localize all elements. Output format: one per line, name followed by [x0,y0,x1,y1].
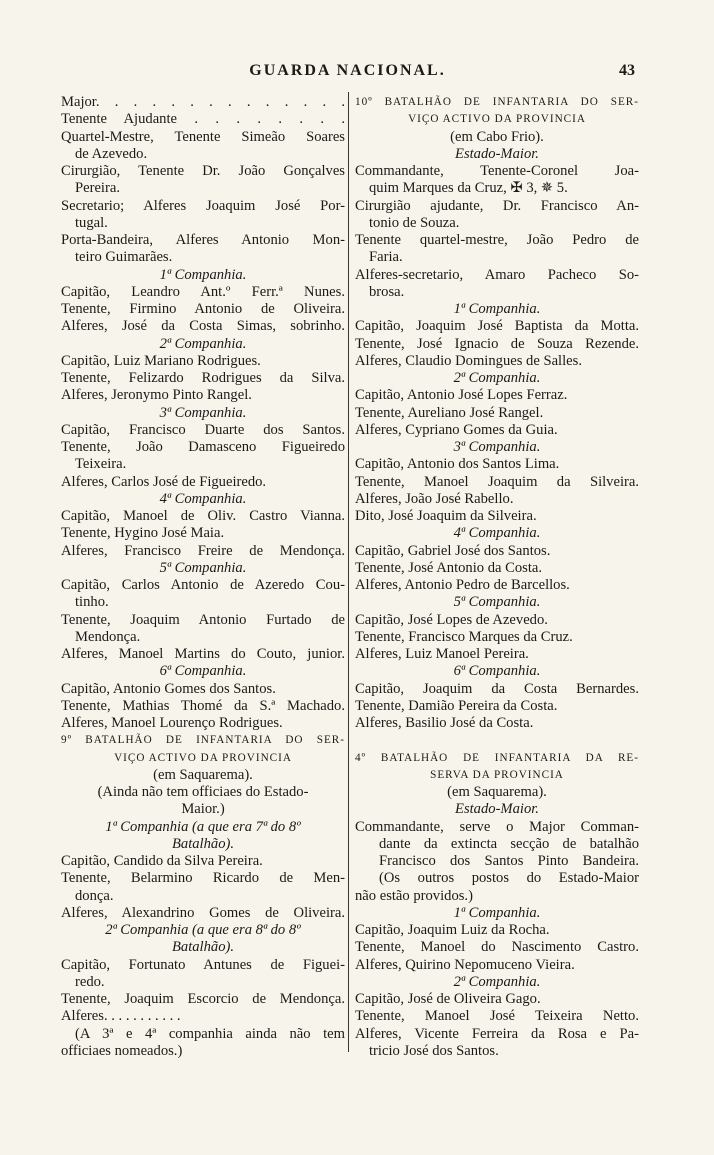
left-column-line: Cirurgião, Tenente Dr. João Gonçalves [61,163,345,179]
left-column-line: Tenente, Belarmino Ricardo de Men- [61,870,345,887]
right-column-line: 6ª Companhia. [453,663,541,680]
left-column-line: Alferes, Manoel Martins do Couto, junior. [61,646,345,662]
right-column-line: Tenente, Damião Pereira da Costa. [355,697,558,714]
right-column-line: Tenente, Aureliano José Rangel. [355,404,544,421]
running-title: GUARDA NACIONAL. [249,62,446,79]
right-column-line: Tenente, Manoel do Nascimento Castro. [355,939,639,956]
right-column-line: Tenente, José Antonio da Costa. [355,559,543,576]
left-column-line: redo. [75,973,105,990]
right-column-line: Capitão, Antonio José Lopes Ferraz. [355,387,568,404]
right-column-line: dante da extincta secção de batalhão [379,835,639,852]
left-column-line: (Ainda não tem officiaes do Estado- [97,784,309,800]
left-column-line: Alferes, Manoel Lourenço Rodrigues. [61,715,283,731]
right-column-line: Alferes, Claudio Domingues de Salles. [355,352,582,369]
right-column-line: 2ª Companhia. [453,370,541,386]
left-column-line: Alferes, Carlos José de Figueiredo. [61,473,267,490]
right-column-line: Estado-Maior. [455,801,539,818]
right-column-line: Capitão, José Lopes de Azevedo. [355,611,548,628]
right-column-line: Alferes, Cypriano Gomes da Guia. [355,421,558,438]
left-column-line: Quartel-Mestre, Tenente Simeão Soares [61,128,345,145]
right-column-line: Tenente, Francisco Marques da Cruz. [355,628,573,645]
right-column-line: Alferes, Luiz Manoel Pereira. [355,646,529,662]
right-column-line: Commandante, serve o Major Comman- [355,818,639,835]
left-column-line: de Azevedo. [75,145,148,162]
right-column-line: Commandante, Tenente-Coronel Joa- [355,163,639,179]
left-column-line: Batalhão). [171,939,235,956]
left-column-line: 1ª Companhia (a que era 7ª do 8º [105,818,301,835]
right-column-line: Tenente, José Ignacio de Souza Rezende. [355,335,639,352]
left-column-line: Tenente, Felizardo Rodrigues da Silva. [61,370,345,386]
right-column-line: 4ª Companhia. [453,525,541,542]
right-column-line: Francisco dos Santos Pinto Bandeira. [379,853,639,869]
right-column-line: 5ª Companhia. [453,594,541,611]
right-column-line: 2ª Companhia. [453,973,541,990]
left-column-line: Alferes, José da Costa Simas, sobrinho. [61,318,345,335]
left-column-line: Pereira. [75,180,120,197]
right-column-line: Tenente, Manoel José Teixeira Netto. [355,1008,639,1025]
left-column-line: 6ª Companhia. [159,663,247,680]
left-column-line: Capitão, Manoel de Oliv. Castro Vianna. [61,508,345,524]
right-column-line: Alferes, Quirino Nepomuceno Vieira. [355,956,575,973]
left-column-line: (A 3ª e 4ª companhia ainda não tem [75,1025,345,1042]
right-column-line: Capitão, Joaquim Luiz da Rocha. [355,922,550,938]
right-column-line: Tenente, Manoel Joaquim da Silveira. [355,473,639,490]
left-column-line: Capitão, Francisco Duarte dos Santos. [61,421,345,438]
right-column-line: 3ª Companhia. [453,439,541,455]
right-column-line: Capitão, Gabriel José dos Santos. [355,542,551,559]
right-column-line: Capitão, Joaquim José Baptista da Motta. [355,318,639,335]
right-column-line: Estado-Maior. [455,145,539,162]
left-column-line: Capitão, Candido da Silva Pereira. [61,853,263,869]
left-column-line: Alferes, Jeronymo Pinto Rangel. [61,387,252,404]
right-column-line: tonio de Souza. [369,214,460,231]
left-column-line: Mendonça. [75,628,141,645]
right-column-line [355,732,639,749]
right-column-line: quim Marques da Cruz, ✠ 3, ✵ 5. [369,180,568,197]
right-column-line: (Os outros postos do Estado-Maior [379,870,639,887]
right-column-line: Alferes-secretario, Amaro Pacheco So- [355,266,639,283]
left-column-line: Capitão, Fortunato Antunes de Figuei- [61,956,345,973]
right-column-line: SERVA DA PROVINCIA [430,768,564,781]
left-column-line: officiaes nomeados.) [61,1042,183,1059]
right-column-line: Alferes, João José Rabello. [355,490,514,507]
left-column-line: 2ª Companhia. [159,335,247,352]
right-column-line: Capitão, Antonio dos Santos Lima. [355,456,560,473]
left-column-line: 1ª Companhia. [159,266,247,283]
right-column-line: Alferes, Basilio José da Costa. [355,715,534,731]
right-column-line: 1ª Companhia. [453,904,541,921]
left-column-line: Capitão, Antonio Gomes dos Santos. [61,680,276,697]
right-column-line: Cirurgião ajudante, Dr. Francisco An- [355,197,639,214]
left-column-line: Alferes. . . . . . . . . . . [61,1008,181,1025]
right-column-line: tricio José dos Santos. [369,1042,499,1059]
right-column-line: Capitão, Joaquim da Costa Bernardes. [355,680,639,697]
right-column-line: (em Saquarema). [447,784,547,800]
left-column-line: Alferes, Francisco Freire de Mendonça. [61,542,345,559]
left-column-line: Alferes, Alexandrino Gomes de Oliveira. [61,904,345,921]
left-column-line: Tenente, João Damasceno Figueiredo [61,439,345,455]
page-header [60,62,635,84]
left-column-line: Tenente, Mathias Thomé da S.ª Machado. [61,697,345,714]
left-column-line: 4ª Companhia. [159,490,247,507]
left-column-line: 3ª Companhia. [159,404,247,421]
left-column-line: Teixeira. [75,456,127,473]
right-column-line: (em Cabo Frio). [450,128,544,145]
right-column-line: Alferes, Antonio Pedro de Barcellos. [355,577,570,593]
right-column-line: Capitão, José de Oliveira Gago. [355,991,541,1007]
left-column [61,94,345,1060]
page-number: 43 [619,62,635,79]
right-column-line: 1ª Companhia. [453,301,541,317]
left-column-line: Porta-Bandeira, Alferes Antonio Mon- [61,232,345,248]
left-column-line: Secretario; Alferes Joaquim José Por- [61,197,345,214]
right-column [355,94,639,1060]
left-column-line: donça. [75,887,114,904]
right-column-line: Alferes, Vicente Ferreira da Rosa e Pa- [355,1025,639,1042]
right-column-line: Dito, José Joaquim da Silveira. [355,508,537,524]
right-column-line: Faria. [369,249,403,266]
left-column-line: (em Saquarema). [153,766,253,783]
left-column-line: Tenente, Firmino Antonio de Oliveira. [61,301,345,317]
left-column-line: tugal. [75,214,108,231]
left-column-line: Capitão, Carlos Antonio de Azeredo Cou- [61,577,345,593]
left-column-line: tinho. [75,594,109,611]
left-column-line: Tenente Ajudante . . . . . . . . [61,111,345,128]
column-divider [348,92,349,1052]
left-column-line: Batalhão). [171,835,235,852]
right-column-line: 4º BATALHÃO DE INFANTARIA DA RE- [355,751,639,764]
left-column-line: Capitão, Luiz Mariano Rodrigues. [61,352,261,369]
left-column-line: Tenente, Joaquim Escorcio de Mendonça. [61,991,345,1007]
left-column-line: teiro Guimarães. [75,249,173,266]
left-column-line: Maior.) [181,801,225,818]
left-column-line: Capitão, Leandro Ant.º Ferr.ª Nunes. [61,283,345,300]
left-column-line: Major. . . . . . . . . . . . . . [61,94,345,110]
right-column-line: não estão providos.) [355,887,473,904]
right-column-line: brosa. [369,283,405,300]
right-column-line: VIÇO ACTIVO DA PROVINCIA [408,113,586,126]
left-column-line: 9º BATALHÃO DE INFANTARIA DO SER- [61,734,345,747]
left-column-line: Tenente, Joaquim Antonio Furtado de [61,611,345,628]
right-column-line: Tenente quartel-mestre, João Pedro de [355,232,639,248]
left-column-line: 2ª Companhia (a que era 8ª do 8º [105,922,301,938]
left-column-line: 5ª Companhia. [159,559,247,576]
left-column-line: Tenente, Hygino José Maia. [61,525,225,542]
left-column-line: VIÇO ACTIVO DA PROVINCIA [114,751,292,764]
right-column-line: 10º BATALHÃO DE INFANTARIA DO SER- [355,96,639,108]
